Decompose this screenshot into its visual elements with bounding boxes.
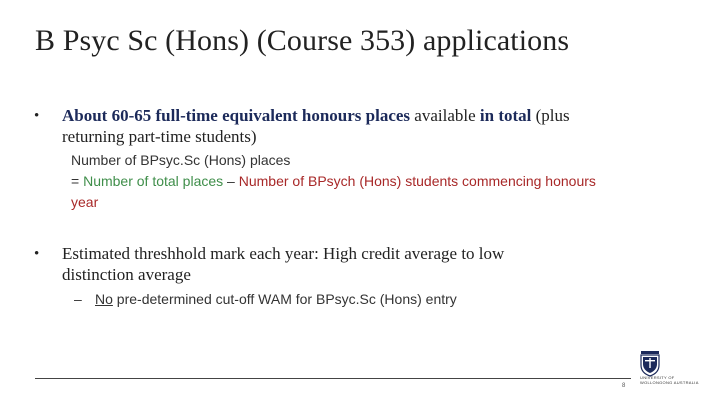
formula-block [71,150,611,213]
bpsych-students-term: Number of BPsych (Hons) students commencing honours year [71,173,596,210]
places-highlight: About 60-65 full-time equivalent honours places [62,106,411,125]
bullet-2-text: Estimated threshhold mark each year: High credit average to low distinction average [62,244,505,284]
formula-equals: = [71,173,84,189]
in-total-highlight: in total [479,106,532,125]
no-underlined: No [95,291,113,307]
logo-text: UNIVERSITY OF WOLLONGONG AUSTRALIA [640,375,699,385]
bullet-1-text [62,105,622,147]
formula-line-1: Number of BPsyc.Sc (Hons) places [71,152,291,168]
bullet-1-tail: (plus returning part-time students) [62,106,570,146]
page-number: 8 [622,383,626,389]
sub-bullet-rest: pre-determined cut-off WAM for BPsyc.Sc (Hons) entry [112,291,457,307]
bullet-marker-2: • [34,246,40,262]
total-places-term: Number of total places [83,173,224,189]
sub-bullet-text [95,289,457,310]
footer-rule [35,378,631,379]
formula-line-2 [71,171,611,213]
bullet-1-available: available [410,106,480,125]
slide-title: B Psyc Sc (Hons) (Course 353) applications [35,24,570,57]
formula-minus: – [223,173,239,189]
bullet-marker: • [34,108,40,124]
sub-bullet-dash: – [74,291,82,307]
